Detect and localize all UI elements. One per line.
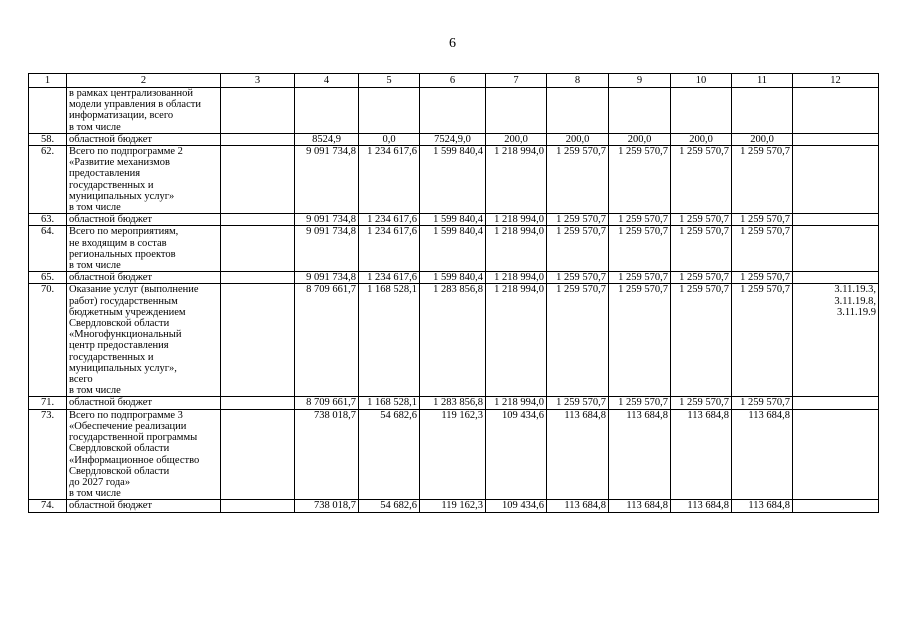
row-name [67, 88, 221, 134]
value-cell: 200,0 [486, 133, 547, 145]
row-name-line: «Информационное общество [69, 454, 200, 466]
value-cell: 8524,9 [295, 133, 359, 145]
value-cell [671, 88, 732, 134]
row-name-line: областной бюджет [69, 397, 152, 409]
value-cell [547, 88, 609, 134]
budget-table [28, 73, 879, 513]
header-cell: 6 [420, 74, 486, 88]
col3-cell [221, 214, 295, 226]
row-name-line: государственных и [69, 179, 154, 191]
code-cell [793, 272, 879, 284]
row-name-line: муниципальных услуг», [69, 362, 177, 374]
value-cell: 1 599 840,4 [420, 226, 486, 272]
code-cell [793, 146, 879, 214]
header-cell: 2 [67, 74, 221, 88]
value-cell: 1 234 617,6 [359, 226, 420, 272]
row-name-line: муниципальных услуг» [69, 190, 175, 202]
header-cell: 5 [359, 74, 420, 88]
value-cell: 1 234 617,6 [359, 214, 420, 226]
value-cell: 54 682,6 [359, 409, 420, 500]
value-cell: 1 259 570,7 [671, 272, 732, 284]
value-cell: 1 218 994,0 [486, 146, 547, 214]
value-cell: 0,0 [359, 133, 420, 145]
row-name-line: Свердловской области [69, 465, 170, 477]
value-cell: 1 218 994,0 [486, 284, 547, 397]
row-name-line: Всего по подпрограмме 2 [69, 146, 183, 158]
value-cell: 1 259 570,7 [609, 146, 671, 214]
table-row [29, 284, 879, 397]
code-cell [793, 397, 879, 409]
value-cell: 1 283 856,8 [420, 397, 486, 409]
header-cell: 3 [221, 74, 295, 88]
row-name-line: работ) государственным [69, 295, 178, 307]
value-cell: 1 259 570,7 [547, 226, 609, 272]
value-cell: 1 599 840,4 [420, 214, 486, 226]
value-cell: 1 599 840,4 [420, 272, 486, 284]
row-name [67, 284, 221, 397]
table-row [29, 272, 879, 284]
row-name-line: бюджетным учреждением [69, 306, 186, 318]
value-cell: 109 434,6 [486, 500, 547, 512]
col3-cell [221, 500, 295, 512]
row-name [67, 133, 221, 145]
value-cell: 1 599 840,4 [420, 146, 486, 214]
row-name-line: в том числе [69, 488, 121, 500]
row-name-line: Свердловской области [69, 443, 170, 455]
value-cell: 113 684,8 [609, 409, 671, 500]
value-cell: 200,0 [732, 133, 793, 145]
row-number: 63. [29, 214, 67, 226]
header-cell: 8 [547, 74, 609, 88]
code-line: 3.11.19.3, [834, 284, 876, 296]
value-cell [609, 88, 671, 134]
value-cell: 9 091 734,8 [295, 226, 359, 272]
row-name-line: всего [69, 374, 93, 386]
value-cell: 1 259 570,7 [671, 214, 732, 226]
value-cell: 738 018,7 [295, 409, 359, 500]
row-number: 64. [29, 226, 67, 272]
row-name [67, 214, 221, 226]
row-name-line: в том числе [69, 385, 121, 397]
row-name-line: областной бюджет [69, 500, 152, 512]
value-cell: 1 259 570,7 [671, 226, 732, 272]
row-name-line: государственной программы [69, 432, 198, 444]
header-cell: 12 [793, 74, 879, 88]
row-name-line: областной бюджет [69, 133, 152, 145]
value-cell: 1 259 570,7 [671, 146, 732, 214]
row-name-line: центр предоставления [69, 340, 169, 352]
page-number: 6 [449, 36, 456, 51]
col3-cell [221, 88, 295, 134]
code-line: 3.11.19.9 [837, 306, 876, 318]
col3-cell [221, 284, 295, 397]
row-name [67, 146, 221, 214]
value-cell: 1 218 994,0 [486, 214, 547, 226]
header-cell: 1 [29, 74, 67, 88]
code-cell [793, 214, 879, 226]
value-cell: 113 684,8 [609, 500, 671, 512]
value-cell: 54 682,6 [359, 500, 420, 512]
row-name-line: в том числе [69, 121, 121, 133]
row-name-line: в том числе [69, 202, 121, 214]
value-cell: 1 168 528,1 [359, 284, 420, 397]
row-name-line: Всего по мероприятиям, [69, 226, 179, 238]
value-cell: 1 259 570,7 [609, 272, 671, 284]
row-name [67, 226, 221, 272]
value-cell: 1 259 570,7 [671, 284, 732, 397]
row-number: 70. [29, 284, 67, 397]
value-cell: 200,0 [547, 133, 609, 145]
value-cell: 1 259 570,7 [547, 284, 609, 397]
value-cell: 1 234 617,6 [359, 272, 420, 284]
row-name-line: «Развитие механизмов [69, 157, 170, 169]
value-cell: 1 259 570,7 [732, 146, 793, 214]
value-cell: 113 684,8 [732, 409, 793, 500]
value-cell: 200,0 [609, 133, 671, 145]
row-name-line: областной бюджет [69, 272, 152, 284]
value-cell: 1 259 570,7 [547, 272, 609, 284]
value-cell: 200,0 [671, 133, 732, 145]
row-name-line: государственных и [69, 351, 154, 363]
value-cell: 1 259 570,7 [547, 146, 609, 214]
value-cell [486, 88, 547, 134]
row-name-line: не входящим в состав [69, 237, 167, 249]
table-row [29, 88, 879, 134]
value-cell: 1 259 570,7 [609, 397, 671, 409]
value-cell [359, 88, 420, 134]
value-cell: 1 259 570,7 [732, 272, 793, 284]
value-cell: 1 234 617,6 [359, 146, 420, 214]
col3-cell [221, 272, 295, 284]
row-name [67, 272, 221, 284]
value-cell: 1 218 994,0 [486, 397, 547, 409]
header-cell: 10 [671, 74, 732, 88]
value-cell: 1 168 528,1 [359, 397, 420, 409]
value-cell: 1 259 570,7 [609, 226, 671, 272]
code-line: 3.11.19.8, [834, 295, 876, 307]
row-name-line: в том числе [69, 260, 121, 272]
row-name-line: до 2027 года» [69, 476, 131, 488]
value-cell: 1 259 570,7 [547, 397, 609, 409]
row-name [67, 500, 221, 512]
value-cell [295, 88, 359, 134]
row-name [67, 409, 221, 500]
col3-cell [221, 409, 295, 500]
code-cell [793, 284, 879, 397]
code-cell [793, 88, 879, 134]
value-cell: 1 259 570,7 [732, 226, 793, 272]
value-cell: 1 283 856,8 [420, 284, 486, 397]
value-cell: 1 259 570,7 [547, 214, 609, 226]
table-row [29, 226, 879, 272]
value-cell: 1 218 994,0 [486, 272, 547, 284]
value-cell: 119 162,3 [420, 409, 486, 500]
value-cell: 1 218 994,0 [486, 226, 547, 272]
value-cell: 113 684,8 [547, 500, 609, 512]
table-row [29, 500, 879, 512]
value-cell: 113 684,8 [671, 500, 732, 512]
row-number: 65. [29, 272, 67, 284]
table-row [29, 133, 879, 145]
row-number: 74. [29, 500, 67, 512]
value-cell: 8 709 661,7 [295, 284, 359, 397]
table-row [29, 397, 879, 409]
row-number: 58. [29, 133, 67, 145]
row-number [29, 88, 67, 134]
value-cell: 119 162,3 [420, 500, 486, 512]
row-name-line: областной бюджет [69, 214, 152, 226]
value-cell: 8 709 661,7 [295, 397, 359, 409]
value-cell: 7524,9,0 [420, 133, 486, 145]
code-cell [793, 409, 879, 500]
header-cell: 11 [732, 74, 793, 88]
value-cell: 1 259 570,7 [732, 284, 793, 397]
row-name-line: региональных проектов [69, 248, 176, 260]
value-cell: 113 684,8 [671, 409, 732, 500]
header-row [29, 74, 879, 88]
value-cell [732, 88, 793, 134]
value-cell: 1 259 570,7 [671, 397, 732, 409]
row-name-line: Оказание услуг (выполнение [69, 284, 199, 296]
value-cell: 109 434,6 [486, 409, 547, 500]
header-cell: 9 [609, 74, 671, 88]
row-number: 71. [29, 397, 67, 409]
row-name-line: Свердловской области [69, 318, 170, 330]
value-cell: 1 259 570,7 [609, 284, 671, 397]
row-name-line: информатизации, всего [69, 110, 174, 122]
row-name-line: «Обеспечение реализации [69, 420, 187, 432]
header-cell: 4 [295, 74, 359, 88]
row-name [67, 397, 221, 409]
value-cell: 1 259 570,7 [732, 397, 793, 409]
table-row [29, 214, 879, 226]
row-number: 62. [29, 146, 67, 214]
header-cell: 7 [486, 74, 547, 88]
value-cell: 113 684,8 [547, 409, 609, 500]
value-cell: 1 259 570,7 [732, 214, 793, 226]
col3-cell [221, 397, 295, 409]
value-cell: 9 091 734,8 [295, 146, 359, 214]
row-name-line: предоставления [69, 168, 141, 180]
value-cell: 1 259 570,7 [609, 214, 671, 226]
row-number: 73. [29, 409, 67, 500]
code-cell [793, 226, 879, 272]
row-name-line: «Многофункциональный [69, 329, 182, 341]
row-name-line: в рамках централизованной [69, 88, 194, 99]
value-cell: 9 091 734,8 [295, 272, 359, 284]
code-cell [793, 500, 879, 512]
value-cell: 113 684,8 [732, 500, 793, 512]
col3-cell [221, 226, 295, 272]
code-cell [793, 133, 879, 145]
value-cell [420, 88, 486, 134]
table-row [29, 409, 879, 500]
table-row [29, 146, 879, 214]
value-cell: 738 018,7 [295, 500, 359, 512]
col3-cell [221, 146, 295, 214]
col3-cell [221, 133, 295, 145]
value-cell: 9 091 734,8 [295, 214, 359, 226]
row-name-line: модели управления в области [69, 99, 201, 111]
row-name-line: Всего по подпрограмме 3 [69, 409, 183, 421]
